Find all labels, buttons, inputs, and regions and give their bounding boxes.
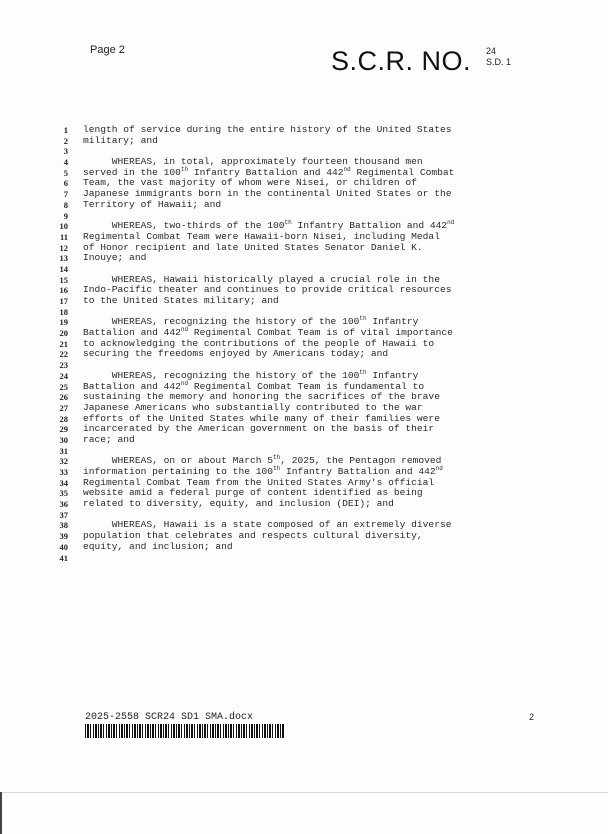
line-number: 37 <box>59 509 68 520</box>
line-text: WHEREAS, recognizing the history of the 100th Infantry <box>83 368 419 381</box>
line-number: 2 <box>63 135 68 146</box>
line-text: Battalion and 442nd Regimental Combat Team is fundamental to <box>83 379 425 392</box>
body-line <box>0 435 608 446</box>
line-number: 24 <box>59 370 68 381</box>
line-text: securing the freedoms enjoyed by Americans today; and <box>83 348 389 360</box>
line-number: 23 <box>59 360 68 371</box>
line-text: WHEREAS, in total, approximately fourteen thousand men <box>83 156 423 168</box>
line-number: 36 <box>59 499 68 510</box>
line-number: 41 <box>59 552 68 563</box>
line-number: 40 <box>59 541 68 552</box>
line-text: Battalion and 442nd Regimental Combat Team is of vital importance <box>83 325 453 339</box>
line-number: 18 <box>59 306 68 317</box>
bill-number-block <box>486 46 511 68</box>
line-text: WHEREAS, Hawaii is a state composed of an extremely diverse <box>83 519 452 531</box>
line-number: 22 <box>59 349 68 360</box>
line-number: 21 <box>59 338 68 349</box>
line-number: 33 <box>59 467 68 477</box>
line-text: length of service during the entire history of the United States <box>83 124 452 135</box>
body-line <box>0 232 608 243</box>
line-number: 32 <box>59 456 68 467</box>
line-text: population that celebrates and respects cultural diversity, <box>83 530 423 542</box>
line-number: 26 <box>59 392 68 403</box>
line-number: 8 <box>63 199 68 210</box>
line-number: 5 <box>63 167 68 178</box>
line-number: 4 <box>63 157 68 168</box>
line-number: 34 <box>59 477 68 488</box>
line-text: equity, and inclusion; and <box>83 540 233 552</box>
line-text: served in the 100th Infantry Battalion and 442nd Regimental Combat <box>83 165 455 178</box>
body-line <box>0 368 608 382</box>
scan-mark <box>0 792 2 834</box>
resolution-body <box>0 125 608 563</box>
line-text: Inouye; and <box>83 252 147 264</box>
line-text: WHEREAS, on or about March 5th, 2025, the Pentagon removed <box>83 454 442 467</box>
line-number: 17 <box>59 296 68 306</box>
line-text: to the United States military; and <box>83 295 279 306</box>
line-number: 16 <box>59 285 68 296</box>
line-text: WHEREAS, Hawaii historically played a crucial role in the <box>83 273 440 285</box>
body-line <box>0 499 608 510</box>
line-text: Regimental Combat Team from the United States Army's official <box>83 476 435 488</box>
line-number: 25 <box>59 381 68 392</box>
line-number: 28 <box>59 413 68 424</box>
line-number: 29 <box>59 424 68 435</box>
scan-edge <box>0 792 608 793</box>
line-number: 1 <box>63 125 68 135</box>
line-number: 14 <box>59 263 68 274</box>
bill-title: S.C.R. NO. <box>331 46 472 76</box>
line-number: 35 <box>59 488 68 499</box>
line-text: information pertaining to the 100th Infantry Battalion and 442nd <box>83 464 443 477</box>
line-number: 38 <box>59 520 68 531</box>
line-text: Territory of Hawaii; and <box>83 198 222 210</box>
line-text: to acknowledging the contributions of the people of Hawaii to <box>83 337 435 349</box>
line-text: Japanese immigrants born in the continental United States or the <box>83 188 452 200</box>
line-text: race; and <box>83 433 135 445</box>
line-text: WHEREAS, two-thirds of the 100th Infantry Battalion and 442nd <box>83 219 455 232</box>
bill-number: 24 <box>486 46 497 56</box>
line-number: 12 <box>59 242 68 253</box>
barcode <box>85 724 285 738</box>
line-text: efforts of the United States while many of their families were <box>83 412 440 424</box>
body-line <box>0 136 608 147</box>
line-text: Regimental Combat Team were Hawaii-born Nisei, including Medal <box>83 230 440 242</box>
body-line <box>0 296 608 307</box>
line-text: incarcerated by the American government on the basis of their <box>83 423 435 435</box>
line-number: 9 <box>63 210 68 221</box>
line-number: 6 <box>63 178 68 189</box>
body-line <box>0 200 608 211</box>
line-number: 13 <box>59 253 68 264</box>
line-text: military; and <box>83 134 158 146</box>
body-line <box>0 349 608 360</box>
body-line <box>0 253 608 264</box>
draft-label: S.D. 1 <box>486 57 512 67</box>
footer-page-number: 2 <box>529 712 535 722</box>
body-line <box>0 553 608 564</box>
line-text: of Honor recipient and late United States Senator Daniel K. <box>83 241 423 253</box>
line-number: 30 <box>59 434 68 445</box>
line-number: 11 <box>59 231 68 242</box>
line-text: related to diversity, equity, and inclusion (DEI); and <box>83 498 394 510</box>
line-number: 15 <box>59 274 68 285</box>
line-number: 31 <box>59 445 68 456</box>
line-number: 3 <box>63 146 68 157</box>
footer-filename: 2025-2558 SCR24 SD1 SMA.docx <box>85 712 254 723</box>
line-number: 39 <box>59 531 68 542</box>
line-number: 19 <box>59 317 68 328</box>
body-line <box>0 403 608 414</box>
page-label: Page 2 <box>90 44 125 56</box>
line-text: WHEREAS, recognizing the history of the 100th Infantry <box>83 315 419 328</box>
line-text: Indo-Pacific theater and continues to provide critical resources <box>83 284 452 296</box>
line-text: website amid a federal purge of content identified as being <box>83 487 423 499</box>
line-number: 27 <box>59 402 68 413</box>
line-number: 20 <box>59 328 68 339</box>
line-text: Japanese Americans who substantially contributed to the war <box>83 401 423 413</box>
line-number: 10 <box>59 221 68 232</box>
line-text: Team, the vast majority of whom were Nisei, or children of <box>83 177 417 189</box>
body-line <box>0 542 608 553</box>
line-text: sustaining the memory and honoring the sacrifices of the brave <box>83 391 440 403</box>
line-number: 7 <box>63 189 68 200</box>
